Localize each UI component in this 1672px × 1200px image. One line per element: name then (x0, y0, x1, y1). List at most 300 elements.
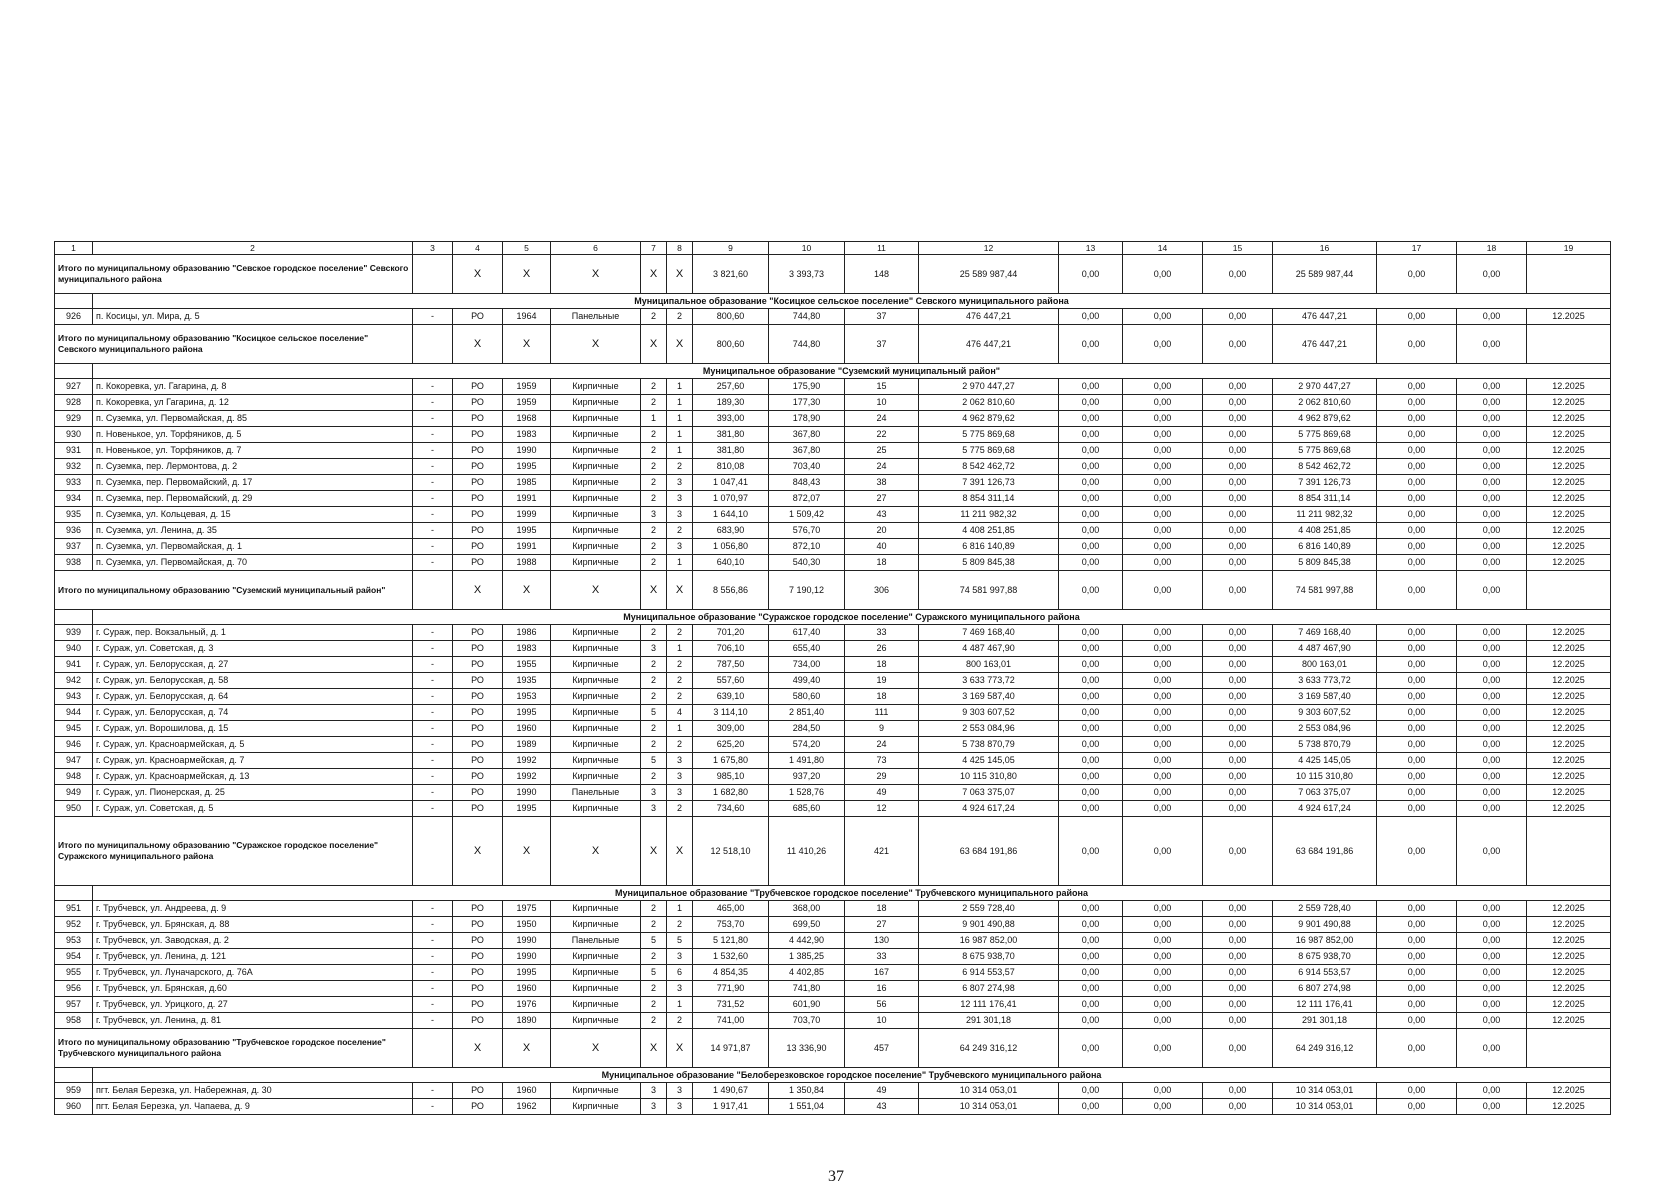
subtotal-value: 8 556,86 (693, 571, 769, 610)
cell-col-16: 3 169 587,40 (1273, 689, 1377, 705)
cell-col-7: 2 (641, 949, 667, 965)
row-number: 926 (55, 309, 93, 325)
cell-col-11: 24 (845, 737, 919, 753)
cell-col-13: 0,00 (1059, 657, 1123, 673)
cell-col-14: 0,00 (1123, 933, 1203, 949)
subtotal-value: 0,00 (1059, 817, 1123, 886)
cell-col-10: 703,70 (769, 1013, 845, 1029)
cell-col-8: 1 (667, 427, 693, 443)
cell-col-14: 0,00 (1123, 539, 1203, 555)
subtotal-value: 0,00 (1457, 325, 1527, 364)
cell-col-6: Кирпичные (551, 753, 641, 769)
cell-col-8: 3 (667, 475, 693, 491)
address-cell: г. Трубчевск, ул. Урицкого, д. 27 (93, 997, 413, 1013)
cell-col-5: 1995 (503, 705, 551, 721)
subtotal-value: 11 410,26 (769, 817, 845, 886)
table-row (55, 475, 1611, 491)
cell-col-4: РО (453, 901, 503, 917)
cell-col-12: 10 314 053,01 (919, 1099, 1059, 1115)
cell-col-12: 8 675 938,70 (919, 949, 1059, 965)
address-cell: п. Суземка, ул. Первомайская, д. 85 (93, 411, 413, 427)
subtotal-value: 457 (845, 1029, 919, 1068)
cell-col-5: 1990 (503, 933, 551, 949)
cell-col-17: 0,00 (1377, 507, 1457, 523)
cell-col-9: 3 114,10 (693, 705, 769, 721)
cell-col-6: Кирпичные (551, 1083, 641, 1099)
cell-col-7: 2 (641, 689, 667, 705)
cell-col-15: 0,00 (1203, 689, 1273, 705)
cell-col-4: РО (453, 753, 503, 769)
address-cell: г. Сураж, ул. Белорусская, д. 64 (93, 689, 413, 705)
section-spacer-cell (55, 610, 93, 625)
cell-col-8: 3 (667, 785, 693, 801)
cell-col-19: 12.2025 (1527, 673, 1611, 689)
cell-col-5: 1955 (503, 657, 551, 673)
section-title: Муниципальное образование "Суземский муниципальный район" (93, 364, 1611, 379)
cell-col-6: Кирпичные (551, 395, 641, 411)
cell-col-13: 0,00 (1059, 309, 1123, 325)
cell-col-12: 7 063 375,07 (919, 785, 1059, 801)
empty-cell (1527, 817, 1611, 886)
cell-col-19: 12.2025 (1527, 411, 1611, 427)
cell-col-14: 0,00 (1123, 459, 1203, 475)
cell-col-3: - (413, 411, 453, 427)
subtotal-value: 63 684 191,86 (919, 817, 1059, 886)
cell-col-10: 872,10 (769, 539, 845, 555)
cell-col-14: 0,00 (1123, 705, 1203, 721)
table-row (55, 309, 1611, 325)
cell-col-18: 0,00 (1457, 981, 1527, 997)
x-marker-cell: X (453, 571, 503, 610)
cell-col-13: 0,00 (1059, 443, 1123, 459)
cell-col-13: 0,00 (1059, 491, 1123, 507)
cell-col-16: 2 062 810,60 (1273, 395, 1377, 411)
cell-col-6: Кирпичные (551, 641, 641, 657)
table-row (55, 721, 1611, 737)
cell-col-15: 0,00 (1203, 721, 1273, 737)
section-title: Муниципальное образование "Суражское городское поселение" Суражского муниципального района (93, 610, 1611, 625)
column-number-header: 18 (1457, 242, 1527, 255)
subtotal-value: 3 821,60 (693, 255, 769, 294)
cell-col-3: - (413, 901, 453, 917)
cell-col-16: 7 391 126,73 (1273, 475, 1377, 491)
cell-col-3: - (413, 705, 453, 721)
cell-col-6: Кирпичные (551, 459, 641, 475)
cell-col-3: - (413, 933, 453, 949)
cell-col-13: 0,00 (1059, 981, 1123, 997)
x-marker-cell: X (641, 255, 667, 294)
cell-col-15: 0,00 (1203, 411, 1273, 427)
table-row (55, 769, 1611, 785)
cell-col-11: 19 (845, 673, 919, 689)
cell-col-14: 0,00 (1123, 785, 1203, 801)
cell-col-3: - (413, 523, 453, 539)
cell-col-6: Кирпичные (551, 769, 641, 785)
cell-col-10: 368,00 (769, 901, 845, 917)
cell-col-8: 2 (667, 737, 693, 753)
cell-col-19: 12.2025 (1527, 555, 1611, 571)
row-number: 940 (55, 641, 93, 657)
row-number: 927 (55, 379, 93, 395)
row-number: 932 (55, 459, 93, 475)
table-row (55, 997, 1611, 1013)
cell-col-11: 12 (845, 801, 919, 817)
cell-col-16: 291 301,18 (1273, 1013, 1377, 1029)
cell-col-14: 0,00 (1123, 443, 1203, 459)
cell-col-18: 0,00 (1457, 491, 1527, 507)
cell-col-8: 6 (667, 965, 693, 981)
cell-col-10: 177,30 (769, 395, 845, 411)
cell-col-17: 0,00 (1377, 309, 1457, 325)
cell-col-9: 1 056,80 (693, 539, 769, 555)
cell-col-15: 0,00 (1203, 459, 1273, 475)
cell-col-19: 12.2025 (1527, 507, 1611, 523)
x-marker-cell: X (453, 817, 503, 886)
cell-col-16: 5 775 869,68 (1273, 443, 1377, 459)
cell-col-5: 1953 (503, 689, 551, 705)
table-row (55, 1013, 1611, 1029)
row-number: 947 (55, 753, 93, 769)
cell-col-6: Кирпичные (551, 949, 641, 965)
address-cell: г. Трубчевск, ул. Брянская, д.60 (93, 981, 413, 997)
cell-col-17: 0,00 (1377, 475, 1457, 491)
row-number: 949 (55, 785, 93, 801)
cell-col-15: 0,00 (1203, 705, 1273, 721)
cell-col-18: 0,00 (1457, 459, 1527, 475)
cell-col-7: 2 (641, 443, 667, 459)
cell-col-18: 0,00 (1457, 657, 1527, 673)
cell-col-13: 0,00 (1059, 721, 1123, 737)
cell-col-15: 0,00 (1203, 981, 1273, 997)
cell-col-19: 12.2025 (1527, 443, 1611, 459)
column-number-header: 10 (769, 242, 845, 255)
row-number: 944 (55, 705, 93, 721)
cell-col-15: 0,00 (1203, 933, 1273, 949)
column-number-header: 13 (1059, 242, 1123, 255)
table-row (55, 1083, 1611, 1099)
cell-col-7: 3 (641, 785, 667, 801)
address-cell: г. Сураж, ул. Советская, д. 3 (93, 641, 413, 657)
cell-col-10: 601,90 (769, 997, 845, 1013)
cell-col-6: Кирпичные (551, 689, 641, 705)
cell-col-18: 0,00 (1457, 769, 1527, 785)
cell-col-3: - (413, 785, 453, 801)
cell-col-12: 5 738 870,79 (919, 737, 1059, 753)
cell-col-7: 2 (641, 769, 667, 785)
cell-col-16: 8 675 938,70 (1273, 949, 1377, 965)
table-row (55, 625, 1611, 641)
cell-col-19: 12.2025 (1527, 901, 1611, 917)
cell-col-3: - (413, 721, 453, 737)
address-cell: г. Сураж, ул. Белорусская, д. 58 (93, 673, 413, 689)
cell-col-10: 937,20 (769, 769, 845, 785)
cell-col-13: 0,00 (1059, 753, 1123, 769)
cell-col-11: 9 (845, 721, 919, 737)
cell-col-18: 0,00 (1457, 785, 1527, 801)
subtotal-value: 13 336,90 (769, 1029, 845, 1068)
x-marker-cell: X (667, 325, 693, 364)
cell-col-18: 0,00 (1457, 427, 1527, 443)
cell-col-6: Кирпичные (551, 673, 641, 689)
cell-col-17: 0,00 (1377, 721, 1457, 737)
subtotal-label: Итого по муниципальному образованию "Суражское городское поселение" Суражского муниципального района (55, 817, 413, 886)
cell-col-5: 1962 (503, 1099, 551, 1115)
cell-col-6: Кирпичные (551, 443, 641, 459)
cell-col-14: 0,00 (1123, 523, 1203, 539)
cell-col-6: Кирпичные (551, 379, 641, 395)
x-marker-cell: X (503, 255, 551, 294)
cell-col-14: 0,00 (1123, 721, 1203, 737)
cell-col-15: 0,00 (1203, 395, 1273, 411)
row-number: 955 (55, 965, 93, 981)
cell-col-8: 1 (667, 997, 693, 1013)
cell-col-9: 706,10 (693, 641, 769, 657)
subtotal-value: 476 447,21 (919, 325, 1059, 364)
cell-col-17: 0,00 (1377, 705, 1457, 721)
subtotal-value: 64 249 316,12 (1273, 1029, 1377, 1068)
cell-col-8: 1 (667, 901, 693, 917)
cell-col-12: 4 962 879,62 (919, 411, 1059, 427)
cell-col-9: 701,20 (693, 625, 769, 641)
cell-col-17: 0,00 (1377, 555, 1457, 571)
cell-col-6: Кирпичные (551, 981, 641, 997)
cell-col-4: РО (453, 625, 503, 641)
cell-col-12: 6 914 553,57 (919, 965, 1059, 981)
cell-col-5: 1935 (503, 673, 551, 689)
address-cell: п. Суземка, пер. Первомайский, д. 17 (93, 475, 413, 491)
cell-col-15: 0,00 (1203, 507, 1273, 523)
cell-col-4: РО (453, 1083, 503, 1099)
cell-col-8: 2 (667, 917, 693, 933)
cell-col-7: 2 (641, 997, 667, 1013)
cell-col-9: 800,60 (693, 309, 769, 325)
subtotal-value: 0,00 (1059, 1029, 1123, 1068)
x-marker-cell: X (551, 817, 641, 886)
cell-col-12: 291 301,18 (919, 1013, 1059, 1029)
cell-col-13: 0,00 (1059, 1099, 1123, 1115)
cell-col-5: 1983 (503, 427, 551, 443)
cell-col-13: 0,00 (1059, 933, 1123, 949)
empty-cell (1527, 325, 1611, 364)
subtotal-value: 0,00 (1123, 1029, 1203, 1068)
cell-col-18: 0,00 (1457, 625, 1527, 641)
address-cell: п. Суземка, пер. Первомайский, д. 29 (93, 491, 413, 507)
cell-col-8: 3 (667, 1083, 693, 1099)
cell-col-5: 1990 (503, 785, 551, 801)
cell-col-12: 9 303 607,52 (919, 705, 1059, 721)
cell-col-12: 2 062 810,60 (919, 395, 1059, 411)
x-marker-cell: X (453, 255, 503, 294)
cell-col-17: 0,00 (1377, 901, 1457, 917)
cell-col-14: 0,00 (1123, 769, 1203, 785)
address-cell: г. Трубчевск, ул. Ленина, д. 81 (93, 1013, 413, 1029)
cell-col-4: РО (453, 769, 503, 785)
column-number-header: 5 (503, 242, 551, 255)
address-cell: п. Новенькое, ул. Торфяников, д. 7 (93, 443, 413, 459)
cell-col-8: 3 (667, 949, 693, 965)
row-number: 938 (55, 555, 93, 571)
cell-col-11: 37 (845, 309, 919, 325)
cell-col-4: РО (453, 965, 503, 981)
cell-col-18: 0,00 (1457, 997, 1527, 1013)
x-marker-cell: X (667, 571, 693, 610)
cell-col-4: РО (453, 949, 503, 965)
cell-col-18: 0,00 (1457, 507, 1527, 523)
cell-col-19: 12.2025 (1527, 997, 1611, 1013)
cell-col-19: 12.2025 (1527, 641, 1611, 657)
table-row (55, 949, 1611, 965)
cell-col-18: 0,00 (1457, 555, 1527, 571)
cell-col-10: 655,40 (769, 641, 845, 657)
subtotal-value: 0,00 (1203, 571, 1273, 610)
cell-col-11: 111 (845, 705, 919, 721)
cell-col-18: 0,00 (1457, 1083, 1527, 1099)
cell-col-10: 848,43 (769, 475, 845, 491)
subtotal-value: 0,00 (1203, 325, 1273, 364)
cell-col-10: 580,60 (769, 689, 845, 705)
table-row (55, 689, 1611, 705)
cell-col-3: - (413, 395, 453, 411)
subtotal-value: 64 249 316,12 (919, 1029, 1059, 1068)
cell-col-19: 12.2025 (1527, 753, 1611, 769)
x-marker-cell: X (453, 325, 503, 364)
cell-col-9: 787,50 (693, 657, 769, 673)
cell-col-3: - (413, 801, 453, 817)
subtotal-value: 0,00 (1059, 325, 1123, 364)
cell-col-13: 0,00 (1059, 901, 1123, 917)
cell-col-14: 0,00 (1123, 1083, 1203, 1099)
cell-col-9: 985,10 (693, 769, 769, 785)
cell-col-10: 1 509,42 (769, 507, 845, 523)
cell-col-19: 12.2025 (1527, 965, 1611, 981)
cell-col-14: 0,00 (1123, 379, 1203, 395)
cell-col-7: 2 (641, 981, 667, 997)
cell-col-4: РО (453, 309, 503, 325)
cell-col-17: 0,00 (1377, 933, 1457, 949)
cell-col-12: 7 391 126,73 (919, 475, 1059, 491)
cell-col-17: 0,00 (1377, 737, 1457, 753)
cell-col-11: 73 (845, 753, 919, 769)
column-number-row (55, 242, 1611, 255)
cell-col-16: 2 970 447,27 (1273, 379, 1377, 395)
address-cell: п. Суземка, ул. Ленина, д. 35 (93, 523, 413, 539)
cell-col-11: 49 (845, 785, 919, 801)
cell-col-16: 10 314 053,01 (1273, 1083, 1377, 1099)
cell-col-7: 2 (641, 475, 667, 491)
cell-col-5: 1983 (503, 641, 551, 657)
cell-col-3: - (413, 475, 453, 491)
address-cell: г. Трубчевск, ул. Ленина, д. 121 (93, 949, 413, 965)
subtotal-value: 0,00 (1203, 817, 1273, 886)
cell-col-15: 0,00 (1203, 785, 1273, 801)
cell-col-14: 0,00 (1123, 673, 1203, 689)
row-number: 928 (55, 395, 93, 411)
cell-col-15: 0,00 (1203, 1013, 1273, 1029)
cell-col-11: 27 (845, 491, 919, 507)
cell-col-19: 12.2025 (1527, 801, 1611, 817)
cell-col-9: 1 490,67 (693, 1083, 769, 1099)
subtotal-value: 476 447,21 (1273, 325, 1377, 364)
cell-col-8: 2 (667, 689, 693, 705)
section-header-row (55, 294, 1611, 309)
cell-col-8: 3 (667, 507, 693, 523)
subtotal-label: Итого по муниципальному образованию "Севское городское поселение" Севского муниципального района (55, 255, 413, 294)
x-marker-cell: X (641, 817, 667, 886)
cell-col-15: 0,00 (1203, 753, 1273, 769)
address-cell: п. Суземка, ул. Кольцевая, д. 15 (93, 507, 413, 523)
cell-col-7: 3 (641, 507, 667, 523)
cell-col-5: 1975 (503, 901, 551, 917)
cell-col-14: 0,00 (1123, 901, 1203, 917)
cell-col-5: 1959 (503, 379, 551, 395)
cell-col-3: - (413, 753, 453, 769)
cell-col-10: 685,60 (769, 801, 845, 817)
cell-col-17: 0,00 (1377, 491, 1457, 507)
cell-col-14: 0,00 (1123, 965, 1203, 981)
cell-col-5: 1999 (503, 507, 551, 523)
cell-col-14: 0,00 (1123, 981, 1203, 997)
cell-col-13: 0,00 (1059, 379, 1123, 395)
row-number: 960 (55, 1099, 93, 1115)
cell-col-4: РО (453, 555, 503, 571)
cell-col-19: 12.2025 (1527, 705, 1611, 721)
address-cell: п. Новенькое, ул. Торфяников, д. 5 (93, 427, 413, 443)
table-row (55, 901, 1611, 917)
cell-col-16: 4 487 467,90 (1273, 641, 1377, 657)
cell-col-5: 1968 (503, 411, 551, 427)
cell-col-19: 12.2025 (1527, 523, 1611, 539)
cell-col-9: 625,20 (693, 737, 769, 753)
table-row (55, 641, 1611, 657)
address-cell: г. Трубчевск, ул. Луначарского, д. 76А (93, 965, 413, 981)
cell-col-19: 12.2025 (1527, 933, 1611, 949)
subtotal-value: 148 (845, 255, 919, 294)
subtotal-value: 0,00 (1457, 1029, 1527, 1068)
cell-col-5: 1960 (503, 1083, 551, 1099)
cell-col-16: 2 559 728,40 (1273, 901, 1377, 917)
cell-col-14: 0,00 (1123, 507, 1203, 523)
cell-col-7: 5 (641, 705, 667, 721)
cell-col-9: 731,52 (693, 997, 769, 1013)
cell-col-3: - (413, 1083, 453, 1099)
cell-col-17: 0,00 (1377, 1099, 1457, 1115)
cell-col-11: 38 (845, 475, 919, 491)
cell-col-13: 0,00 (1059, 673, 1123, 689)
address-cell: г. Сураж, пер. Вокзальный, д. 1 (93, 625, 413, 641)
address-cell: п. Кокоревка, ул Гагарина, д. 12 (93, 395, 413, 411)
cell-col-4: РО (453, 917, 503, 933)
cell-col-12: 4 924 617,24 (919, 801, 1059, 817)
cell-col-3: - (413, 555, 453, 571)
cell-col-4: РО (453, 641, 503, 657)
cell-col-19: 12.2025 (1527, 785, 1611, 801)
cell-col-15: 0,00 (1203, 309, 1273, 325)
row-number: 929 (55, 411, 93, 427)
cell-col-12: 5 809 845,38 (919, 555, 1059, 571)
cell-col-15: 0,00 (1203, 523, 1273, 539)
cell-col-15: 0,00 (1203, 917, 1273, 933)
address-cell: п. Суземка, ул. Первомайская, д. 70 (93, 555, 413, 571)
cell-col-17: 0,00 (1377, 997, 1457, 1013)
cell-col-3: - (413, 949, 453, 965)
cell-col-11: 43 (845, 507, 919, 523)
cell-col-14: 0,00 (1123, 1099, 1203, 1115)
column-number-header: 8 (667, 242, 693, 255)
x-marker-cell: X (667, 1029, 693, 1068)
cell-col-11: 33 (845, 625, 919, 641)
cell-col-15: 0,00 (1203, 475, 1273, 491)
cell-col-7: 3 (641, 801, 667, 817)
